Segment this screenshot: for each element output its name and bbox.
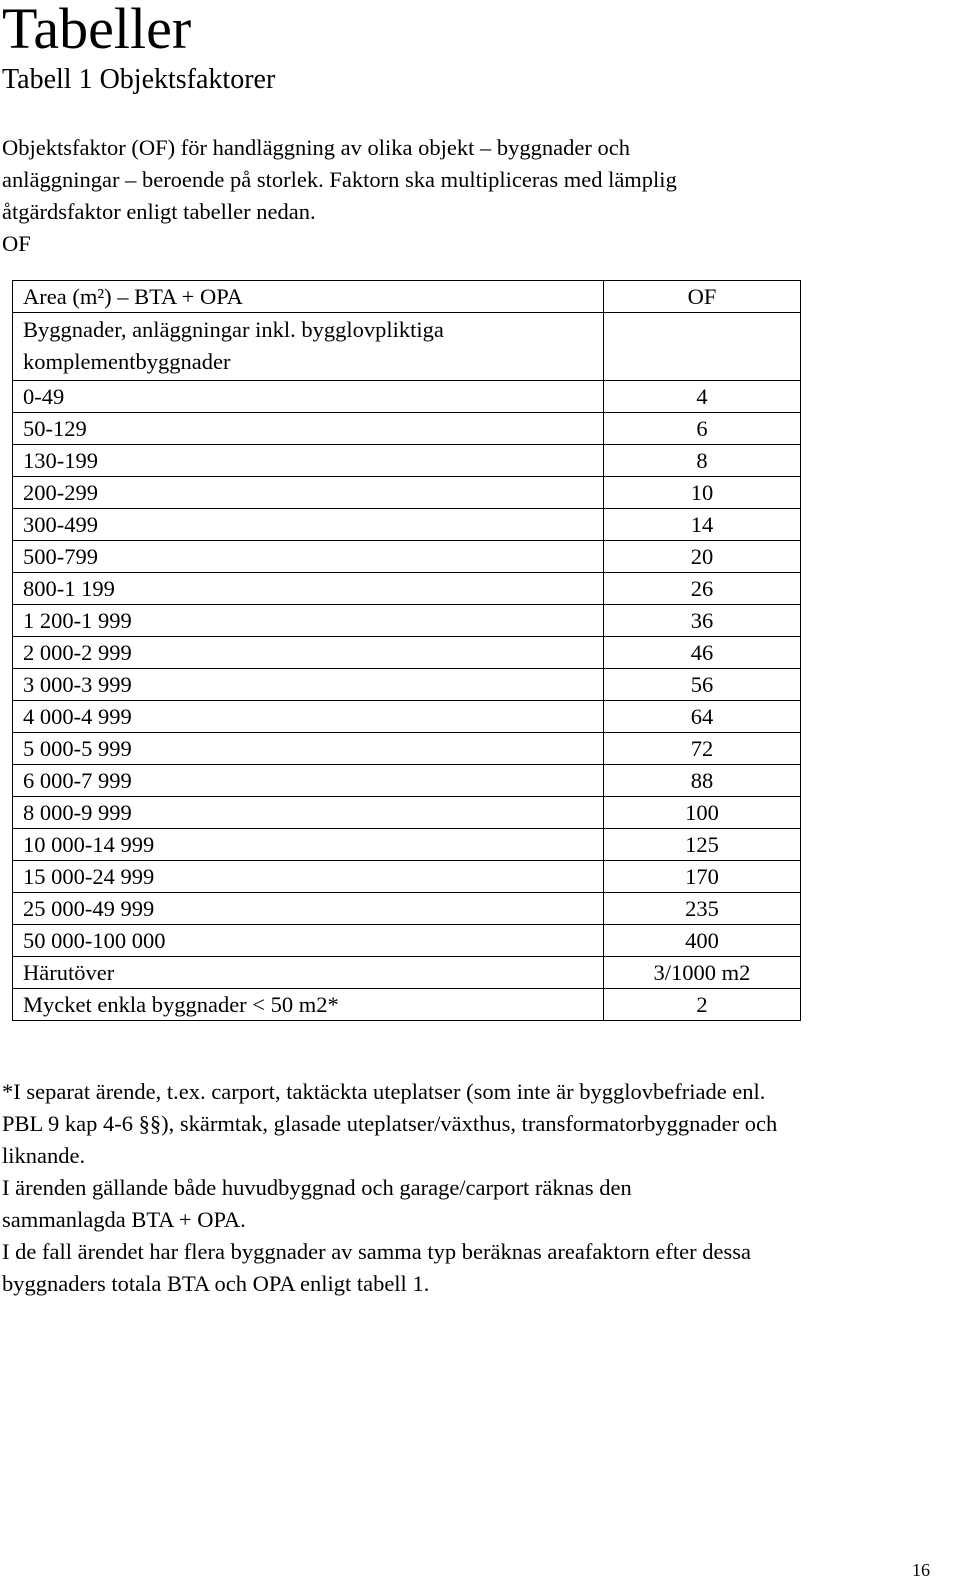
- objektsfaktor-table: [12, 280, 801, 1021]
- of-cell: 235: [604, 893, 801, 925]
- of-cell: 400: [604, 925, 801, 957]
- table-row: [13, 381, 801, 413]
- area-cell: 300-499: [13, 509, 604, 541]
- table-row: [13, 733, 801, 765]
- area-cell: 500-799: [13, 541, 604, 573]
- footnotes: [2, 1076, 777, 1300]
- of-cell: 170: [604, 861, 801, 893]
- area-cell: Härutöver: [13, 957, 604, 989]
- footnote-line: PBL 9 kap 4-6 §§), skärmtak, glasade uteplatser/växthus, transformatorbyggnader och: [2, 1111, 778, 1136]
- table-row: [13, 765, 801, 797]
- table-row: [13, 701, 801, 733]
- page-title: Tabeller: [2, 0, 192, 61]
- table-row: [13, 509, 801, 541]
- area-cell: 8 000-9 999: [13, 797, 604, 829]
- table-row: [13, 413, 801, 445]
- area-cell: 15 000-24 999: [13, 861, 604, 893]
- table-row: [13, 541, 801, 573]
- intro-line: Objektsfaktor (OF) för handläggning av olika objekt – byggnader och: [2, 135, 630, 160]
- area-cell: 800-1 199: [13, 573, 604, 605]
- area-cell: 6 000-7 999: [13, 765, 604, 797]
- of-cell: 56: [604, 669, 801, 701]
- of-cell: 4: [604, 381, 801, 413]
- table-row: [13, 637, 801, 669]
- of-cell: 125: [604, 829, 801, 861]
- area-cell: 10 000-14 999: [13, 829, 604, 861]
- area-cell: 25 000-49 999: [13, 893, 604, 925]
- area-cell: 1 200-1 999: [13, 605, 604, 637]
- area-cell: 2 000-2 999: [13, 637, 604, 669]
- table-row: [13, 477, 801, 509]
- of-cell: 3/1000 m2: [604, 957, 801, 989]
- of-cell: 6: [604, 413, 801, 445]
- footnote-line: liknande.: [2, 1143, 86, 1168]
- of-cell: 88: [604, 765, 801, 797]
- table-row: [13, 669, 801, 701]
- desc-line: komplementbyggnader: [23, 349, 231, 374]
- table-row: [13, 605, 801, 637]
- footnote-line: byggnaders totala BTA och OPA enligt tabell 1.: [2, 1271, 430, 1296]
- area-cell: 50 000-100 000: [13, 925, 604, 957]
- area-cell: 5 000-5 999: [13, 733, 604, 765]
- area-cell: 130-199: [13, 445, 604, 477]
- intro-line: åtgärdsfaktor enligt tabeller nedan.: [2, 199, 316, 224]
- of-cell: 8: [604, 445, 801, 477]
- of-cell: 10: [604, 477, 801, 509]
- area-cell: Mycket enkla byggnader < 50 m2*: [13, 989, 604, 1021]
- area-cell: 50-129: [13, 413, 604, 445]
- of-cell: 64: [604, 701, 801, 733]
- category-of-empty: [604, 313, 801, 381]
- table-row: [13, 797, 801, 829]
- area-cell: 0-49: [13, 381, 604, 413]
- footnote-line: I de fall ärendet har flera byggnader av samma typ beräknas areafaktorn efter dessa: [2, 1239, 751, 1264]
- category-description: [13, 313, 604, 381]
- area-cell: 200-299: [13, 477, 604, 509]
- table-row: [13, 573, 801, 605]
- desc-line: Byggnader, anläggningar inkl. bygglovpliktiga: [23, 317, 444, 342]
- table-row: [13, 861, 801, 893]
- table-header-row: [13, 281, 801, 313]
- page-number: 16: [912, 1560, 930, 1580]
- intro-paragraph: [2, 132, 677, 228]
- of-cell: 72: [604, 733, 801, 765]
- of-cell: 26: [604, 573, 801, 605]
- header-area: Area (m²) – BTA + OPA: [13, 281, 604, 313]
- footnote-line: *I separat ärende, t.ex. carport, taktäckta uteplatser (som inte är bygglovbefriade enl.: [2, 1079, 766, 1104]
- footnote-line: sammanlagda BTA + OPA.: [2, 1207, 246, 1232]
- table-row: [13, 829, 801, 861]
- of-cell: 2: [604, 989, 801, 1021]
- area-cell: 4 000-4 999: [13, 701, 604, 733]
- of-cell: 36: [604, 605, 801, 637]
- of-cell: 14: [604, 509, 801, 541]
- table-row: [13, 445, 801, 477]
- of-label: OF: [2, 231, 31, 256]
- table-row: [13, 893, 801, 925]
- header-of: OF: [604, 281, 801, 313]
- intro-line: anläggningar – beroende på storlek. Faktorn ska multipliceras med lämplig: [2, 167, 677, 192]
- table-row: [13, 925, 801, 957]
- table-row: [13, 957, 801, 989]
- of-cell: 20: [604, 541, 801, 573]
- of-cell: 46: [604, 637, 801, 669]
- table-heading: Tabell 1 Objektsfaktorer: [2, 64, 276, 95]
- table-row: [13, 989, 801, 1021]
- footnote-line: I ärenden gällande både huvudbyggnad och garage/carport räknas den: [2, 1175, 632, 1200]
- table-desc-row: [13, 313, 801, 381]
- area-cell: 3 000-3 999: [13, 669, 604, 701]
- of-cell: 100: [604, 797, 801, 829]
